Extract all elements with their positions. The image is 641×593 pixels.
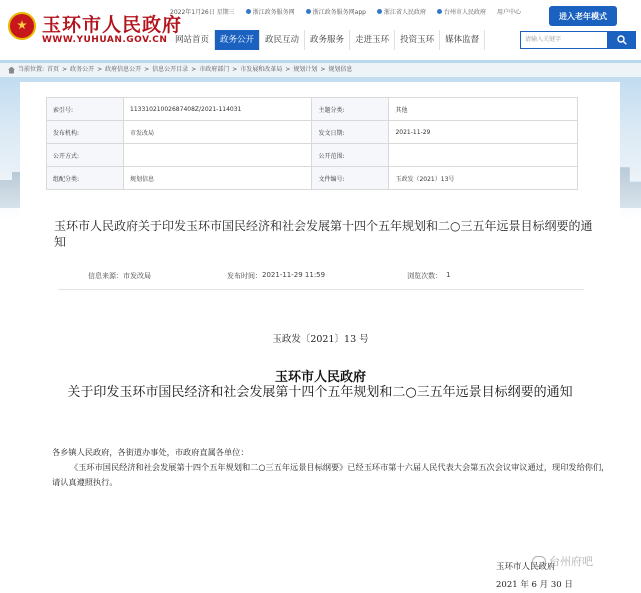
body-paragraph: 《玉环市国民经济和社会发展第十四个五年规划和二○三五年远景目标纲要》已经玉环市第十六届人民代表大会第五次会议审议通过，现印发给你们，请认真遵照执行。 — [52, 462, 610, 487]
site-domain: WWW.YUHUAN.GOV.CN — [42, 35, 168, 45]
document-number: 玉政发〔2021〕13 号 — [272, 334, 369, 345]
breadcrumb-item[interactable]: 信息公开目录 — [152, 66, 189, 73]
main-nav — [170, 30, 485, 50]
divider — [58, 289, 584, 290]
document-title: 玉环市人民政府关于印发玉环市国民经济和社会发展第十四个五年规划和二○三五年远景目标纲要的通知 — [54, 219, 593, 249]
search-input[interactable]: 请输入关键字 — [520, 31, 608, 49]
table-row — [47, 98, 578, 121]
breadcrumb-item[interactable]: 政府信息公开 — [105, 66, 142, 73]
date-text: 2022年1月26日 星期三 — [170, 8, 235, 16]
nav-about[interactable]: 走进玉环 — [350, 30, 395, 50]
breadcrumb-item[interactable]: 市政府部门 — [199, 66, 230, 73]
document-meta-table — [46, 97, 578, 190]
issuer-name: 玉环市人民政府 — [274, 370, 366, 385]
link-zj-app[interactable]: 浙江政务服务网app — [306, 7, 366, 16]
views-label: 浏览次数： — [407, 272, 443, 280]
meta-label: 发文日期: — [312, 121, 389, 144]
national-emblem-icon — [8, 12, 36, 40]
meta-value — [389, 144, 578, 167]
watermark-text: 台州府吧 — [549, 555, 593, 568]
source-value: 市发改局 — [123, 272, 151, 280]
site-title[interactable]: 玉环市人民政府 — [42, 14, 183, 36]
nav-interaction[interactable]: 政民互动 — [260, 30, 305, 50]
breadcrumb-item[interactable]: 规划计划 — [293, 66, 318, 73]
nav-invest[interactable]: 投资玉环 — [395, 30, 440, 50]
document-info — [88, 271, 451, 281]
table-row — [47, 121, 578, 144]
meta-label: 发布机构: — [47, 121, 124, 144]
nav-home[interactable]: 网站首页 — [170, 30, 215, 50]
meta-label: 主题分类: — [312, 98, 389, 121]
service-icon — [246, 9, 251, 14]
meta-label: 文件编号: — [312, 167, 389, 190]
views-value: 1 — [446, 271, 451, 279]
meta-value: 玉政发（2021）13号 — [389, 167, 578, 190]
wechat-icon — [532, 556, 546, 567]
top-bar — [170, 5, 521, 17]
meta-value: 市发改局 — [124, 121, 312, 144]
salutation: 各乡镇人民政府，各街道办事处，市政府直属各单位： — [52, 447, 249, 457]
search-icon — [617, 35, 627, 45]
watermark — [532, 553, 593, 569]
meta-label: 组配分类: — [47, 167, 124, 190]
published-value: 2021-11-29 11:59 — [262, 271, 326, 279]
nav-gov-affairs[interactable]: 政务公开 — [215, 30, 260, 50]
nav-services[interactable]: 政务服务 — [305, 30, 350, 50]
emblem-icon — [437, 9, 442, 14]
document-date: 2021 年 6 月 30 日 — [496, 580, 573, 590]
breadcrumb-item[interactable]: 首页 — [47, 66, 60, 73]
meta-value: 其他 — [389, 98, 578, 121]
nav-media[interactable]: 媒体监督 — [440, 30, 485, 50]
breadcrumb-label: 当前位置: — [18, 66, 45, 73]
table-row — [47, 144, 578, 167]
breadcrumb-item[interactable]: 政务公开 — [70, 66, 95, 73]
notice-title: 关于印发玉环市国民经济和社会发展第十四个五年规划和二○三五年远景目标纲要的通知 — [67, 385, 573, 400]
app-icon — [306, 9, 311, 14]
source-label: 信息来源： — [88, 272, 123, 280]
published-label: 发布时间： — [227, 272, 262, 280]
home-icon — [8, 67, 15, 74]
breadcrumb: 当前位置: 首页 > 政务公开 > 政府信息公开 > 信息公开目录 > 市政府部门 > 市发展和改革局 > 规划计划 > 规划信息 — [0, 63, 641, 77]
elder-mode-button[interactable]: 进入老年模式 — [549, 6, 617, 26]
breadcrumb-item[interactable]: 市发展和改革局 — [240, 66, 283, 73]
link-user-center[interactable]: 用户中心 — [496, 8, 521, 16]
meta-value — [124, 144, 312, 167]
link-tz-gov[interactable]: 台州市人民政府 — [437, 7, 486, 16]
meta-value: 2021-11-29 — [389, 121, 578, 144]
site-header — [0, 0, 641, 62]
meta-label: 公开范围: — [312, 144, 389, 167]
link-zj-service[interactable]: 浙江政务服务网 — [246, 7, 295, 16]
signature: 玉环市人民政府 — [496, 562, 556, 572]
meta-value: 规划信息 — [124, 167, 312, 190]
table-row — [47, 167, 578, 190]
link-zj-gov[interactable]: 浙江省人民政府 — [377, 7, 426, 16]
document-body — [52, 445, 612, 490]
search-button[interactable] — [608, 31, 636, 49]
meta-value: 11331021002687408Z/2021-114031 — [124, 98, 312, 121]
emblem-icon — [377, 9, 382, 14]
meta-label: 索引号: — [47, 98, 124, 121]
breadcrumb-item[interactable]: 规划信息 — [328, 66, 353, 73]
meta-label: 公开方式: — [47, 144, 124, 167]
